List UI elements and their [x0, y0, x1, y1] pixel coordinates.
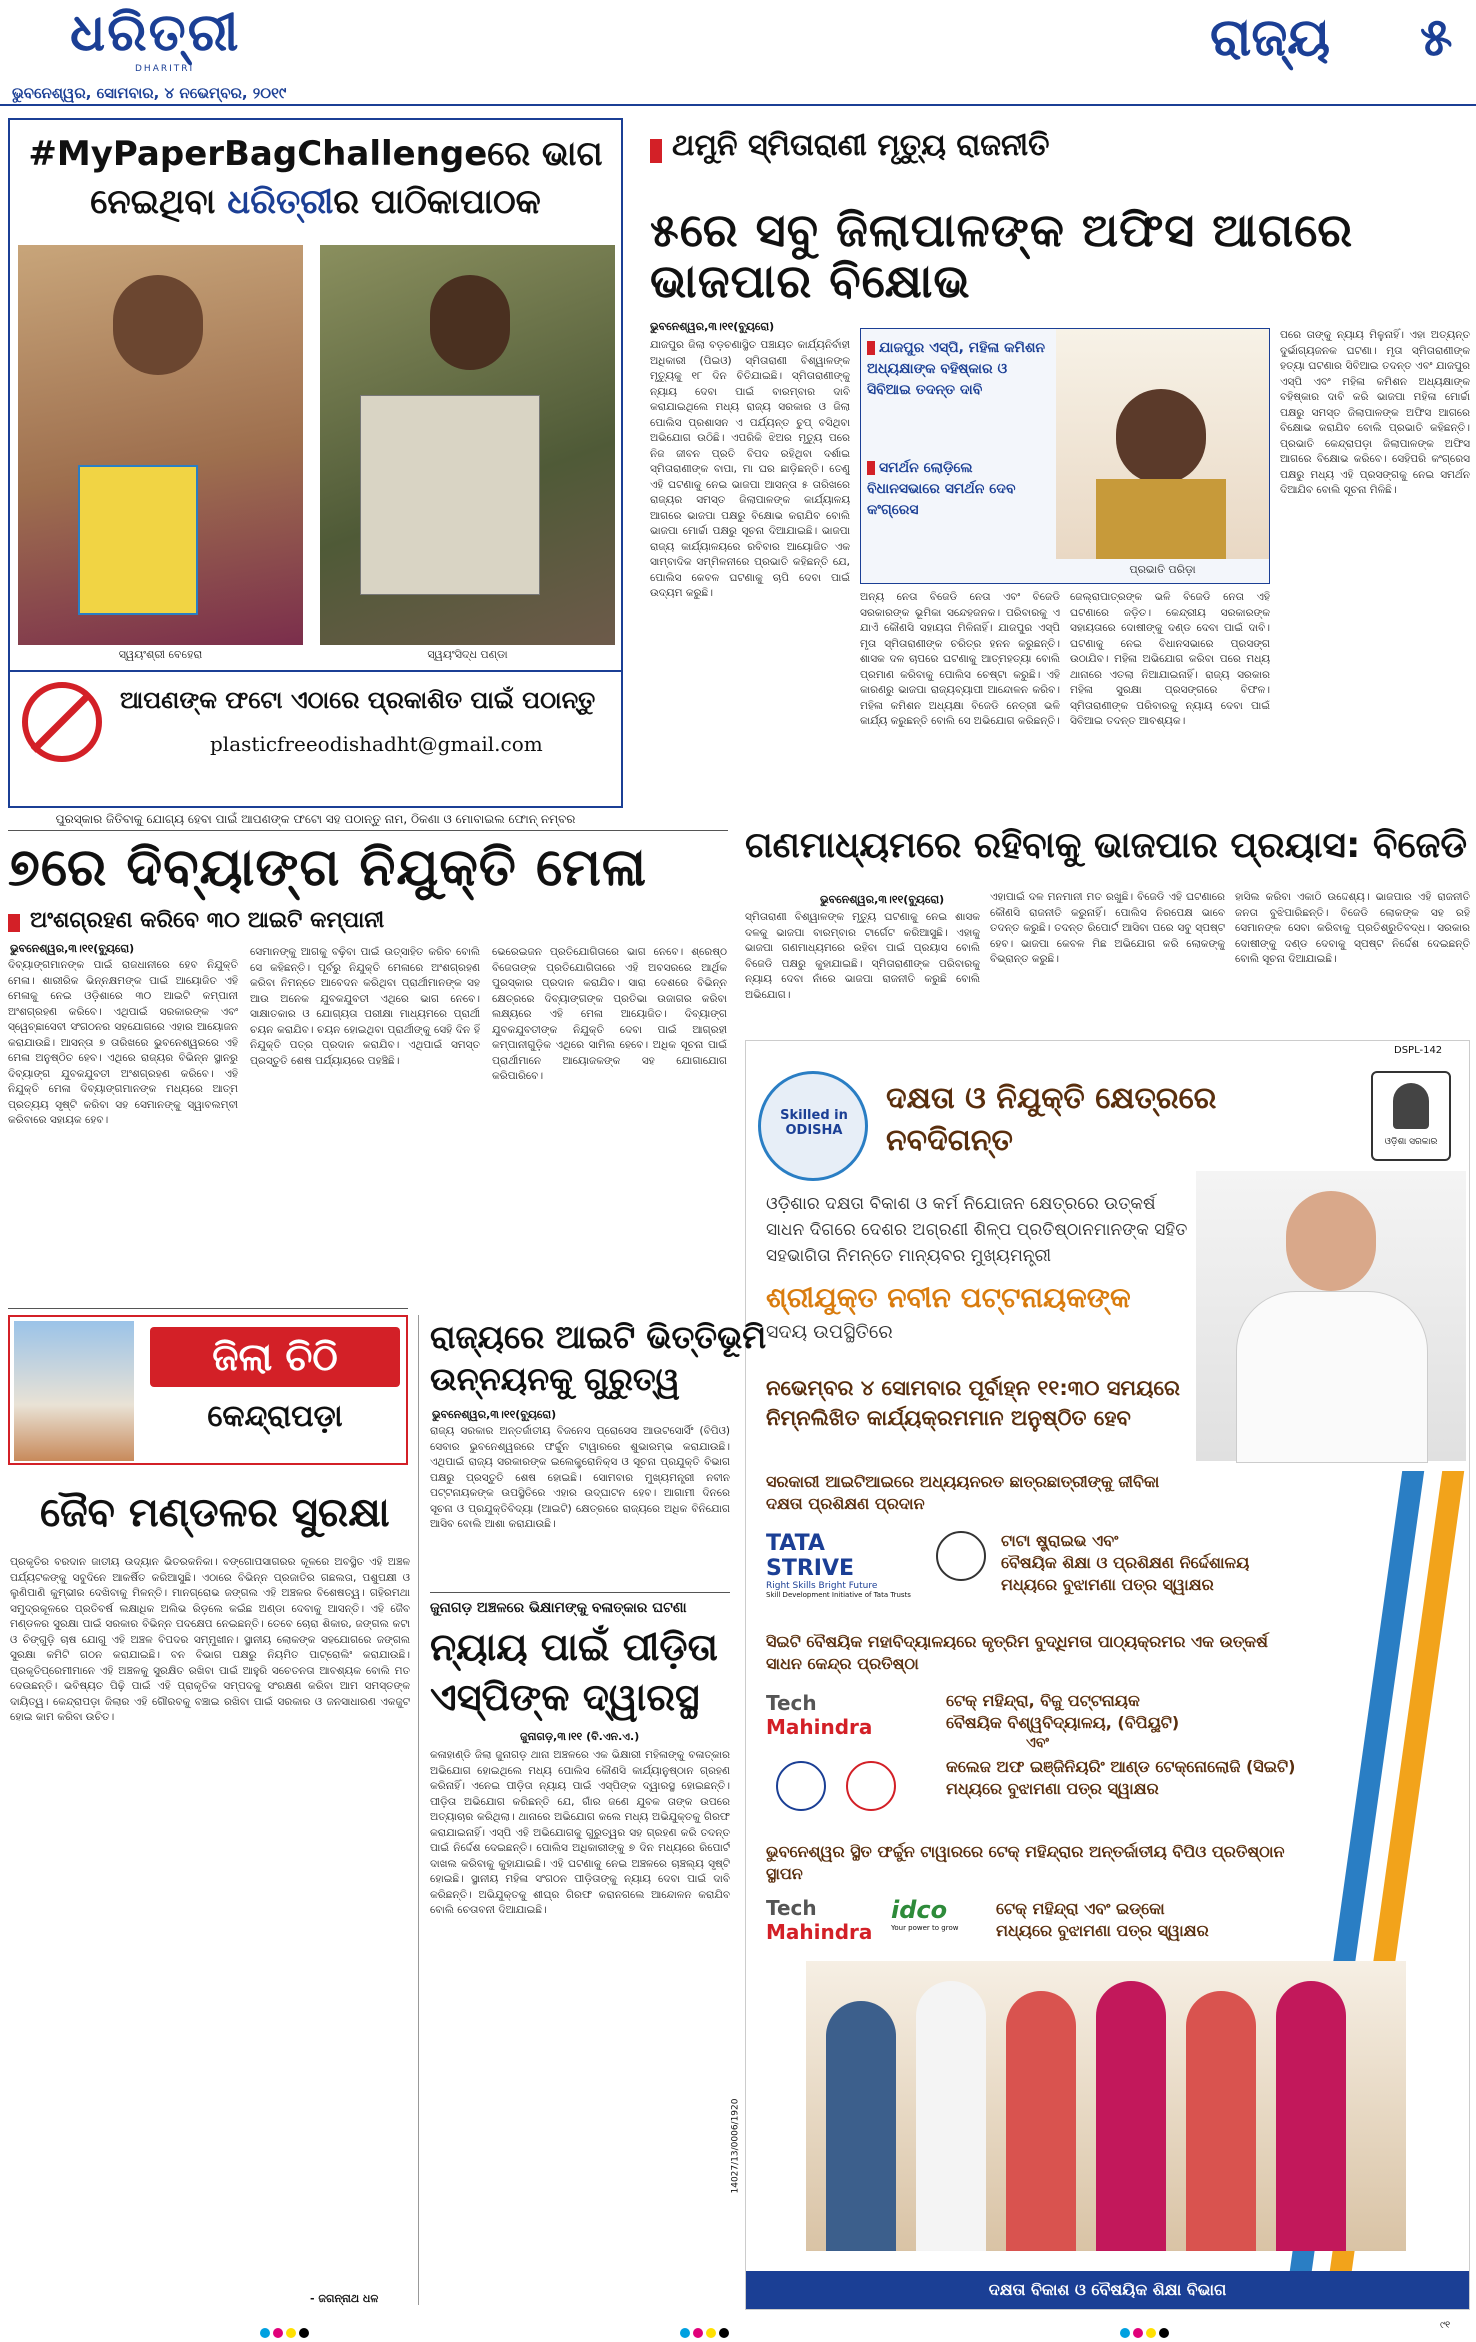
- student-1: [826, 2001, 896, 2251]
- story1-col1: ଯାଜପୁର ଜିଲା ବଡ଼ଚଣାସ୍ଥିତ ପଞ୍ଚାୟତ କାର୍ଯ୍ୟନିର୍ବାହୀ ଅଧିକାରୀ (ପିଇଓ) ସ୍ମିତାରାଣୀ ବିଶ୍ୱାଳଙ୍କ ମୃତ୍ୟୁକୁ ୧୮ ଦିନ ବିତିଯାଇଛି। ସ୍ମିତାରାଣୀଙ୍କୁ ନ୍ୟାୟ ଦେବା ପାଇଁ ବାରମ୍ବାର ଦାବି କରାଯାଇଥିଲେ ମଧ୍ୟ ରାଜ୍ୟ ସରକାର ଓ ଜିଲା ପୋଲିସ ପ୍ରଶାସନ ଏ ପର୍ଯ୍ୟନ୍ତ ଚୁପ୍ ବସିଥିବା ଅଭିଯୋଗ ଉଠିଛି। ଏପରିକି ଝିଅର ମୃତ୍ୟୁ ପରେ ନିଜ ଜୀବନ ପ୍ରତି ବିପଦ ରହିଥିବା ଦର୍ଶାଇ ସ୍ମିତାରାଣୀଙ୍କ ବାପା, ମା ଘର ଛାଡ଼ିଛନ୍ତି। ତେଣୁ ଏହି ଘଟଣାକୁ ନେଇ ଭାଜପା ଆସନ୍ତା ୫ ତାରିଖରେ ରାଜ୍ୟର ସମସ୍ତ ଜିଲାପାଳଙ୍କ କାର୍ଯ୍ୟାଳୟ ଆଗରେ ଭାଜପା ପକ୍ଷରୁ ବିକ୍ଷୋଭ କରାଯିବ ବୋଲି ଭାଜପା ମୋର୍ଚ୍ଚା ପକ୍ଷରୁ ସୂଚନା ଦିଆଯାଇଛି। ଭାଜପା ରାଜ୍ୟ କାର୍ଯ୍ୟାଳୟରେ ରବିବାର ଆୟୋଜିତ ଏକ ସାମ୍ବାଦିକ ସମ୍ମିଳନୀରେ ପ୍ରଭାତି କହିଛନ୍ତି ଯେ, ପୋଲିସ କେବଳ ଘଟଣାକୁ ଚାପି ଦେବା ପାଇଁ ଉଦ୍ୟମ କରୁଛି।: [650, 339, 850, 599]
- tech-mahindra-logo-2: Tech Mahindra: [766, 1896, 873, 1944]
- story2-dateline: ଭୁବନେଶ୍ୱର,୩।୧୧(ବ୍ୟୁରୋ): [10, 942, 135, 955]
- section-name: ରାଜ୍ୟ: [1210, 8, 1331, 68]
- story1-col3: ଜେଲ୍ରାପାତ୍ରଙ୍କ ଭଳି ବିଜେଡି ନେତା ଏହି ଘଟଣାରେ ଜଡ଼ିତ। କେନ୍ଦ୍ରୀୟ ସରକାରଙ୍କ ସହାୟତାରେ ଦୋଷୀଙ୍କୁ ଦଣ୍ଡ ଦେବା ପାଇଁ ଦାବି। ଘଟଣାକୁ ନେଇ ବିଧାନସଭାରେ ପ୍ରସଙ୍ଗ ଉଠାଯିବ। ମହିଳା ଅଭିଯୋଗ କରିବା ପରେ ମଧ୍ୟ ଥାନାରେ ଏତଲା ନିଆଯାଇନାହିଁ। ରାଜ୍ୟ ସରକାର ମହିଳା ସୁରକ୍ଷା ପ୍ରସଙ୍ଗରେ ବିଫଳ। ସ୍ମିତାରାଣୀଙ୍କ ପରିବାରକୁ ନ୍ୟାୟ ଦେବା ପାଇଁ ସିବିଆଇ ତଦନ୍ତ ଆବଶ୍ୟକ।: [1070, 591, 1270, 727]
- story1-photo: [1056, 329, 1269, 559]
- story1-highlight-box: [860, 328, 1270, 584]
- ad-dept-bar: ଦକ୍ଷତା ବିକାଶ ଓ ବୈଷୟିକ ଶିକ୍ଷା ବିଭାଗ: [746, 2271, 1469, 2309]
- story3-col1: ସ୍ମିତାରାଣୀ ବିଶ୍ୱାଳଙ୍କ ମୃତ୍ୟୁ ଘଟଣାକୁ ନେଇ ଶାସକ ଦଳକୁ ଭାଜପା ବାରମ୍ବାର ଟାର୍ଗେଟ କରିଆସୁଛି। ଏହାକୁ ଭାଜପା ଗଣମାଧ୍ୟମରେ ରହିବା ପାଇଁ ପ୍ରୟାସ ବୋଲି ବିଜେଡି ପକ୍ଷରୁ କୁହାଯାଇଛି। ସ୍ମିତାରାଣୀଙ୍କ ପରିବାରକୁ ନ୍ୟାୟ ଦେବା ନାଁରେ ଭାଜପା ରାଜନୀତି କରୁଛି ବୋଲି ଅଭିଯୋଗ।: [745, 911, 980, 1001]
- story4-headline-1: ରାଜ୍ୟରେ ଆଇଟି ଭିତ୍ତିଭୂମି: [430, 1318, 767, 1356]
- story1-dateline: ଭୁବନେଶ୍ୱର,୩।୧୧(ବ୍ୟୁରୋ): [650, 320, 775, 333]
- story2-kicker: ଅଂଶଗ୍ରହଣ କରିବେ ୩୦ ଆଇଟି କମ୍ପାନୀ: [8, 908, 384, 933]
- story2-kicker-marker: [8, 914, 20, 932]
- story3-col3: ହାସିଲ କରିବା ଏକାଠି ଉଦ୍ଦେଶ୍ୟ। ଭାଜପାର ଏହି ରାଜନୀତି ଜନତା ବୁଝିପାରିଛନ୍ତି। ବିଜେଡି ଲୋକଙ୍କ ସହ ରହି ସେମାନଙ୍କ ସେବା କରିବାକୁ ପ୍ରତିଶ୍ରୁତିବଦ୍ଧ। ସରକାର ଦୋଷୀଙ୍କୁ ଦଣ୍ଡ ଦେବାକୁ ସ୍ପଷ୍ଟ ନିର୍ଦ୍ଦେଶ ଦେଇଛନ୍ତି ବୋଲି ସୂଚନା ଦିଆଯାଇଛି।: [1235, 891, 1470, 965]
- jilla-headline: ଜୈବ ମଣ୍ଡଳର ସୁରକ୍ଷା: [40, 1490, 390, 1536]
- story1-col2: ଅନ୍ୟ ନେତା ବିଜେଡି ନେତା ଏବଂ ବିଜେଡି ସରକାରଙ୍କ ଭୂମିକା ସନ୍ଦେହଜନକ। ପରିବାରକୁ ଏ ଯାଏଁ କୌଣସି ସହାୟତା ମିଳିନାହିଁ। ଯାଜପୁର ଏସ୍‌ପି ମୃତା ସ୍ମିତାରାଣୀଙ୍କ ଚରିତ୍ର ହନନ କରୁଛନ୍ତି। ଶାସକ ଦଳ ଚାପରେ ଘଟଣାକୁ ଆତ୍ମହତ୍ୟା ବୋଲି ପ୍ରମାଣ କରିବାକୁ ପୋଲିସ ଚେଷ୍ଟା କରୁଛି। ଏହି କାରଣରୁ ଭାଜପା ରାଜ୍ୟବ୍ୟାପୀ ଆନ୍ଦୋଳନ କରିବ। ମହିଳା କମିଶନ ଅଧ୍ୟକ୍ଷା ବିଜେଡି ନେତ୍ରୀ ଭଳି କାର୍ଯ୍ୟ କରୁଛନ୍ତି ବୋଲି ସେ ଅଭିଯୋଗ କରିଛନ୍ତି।: [860, 591, 1060, 727]
- paperbag-box: [8, 118, 623, 808]
- footer-page-mark: ୯୧: [1440, 2320, 1451, 2331]
- ad-schedule-2: ନିମ୍ନଲିଖିତ କାର୍ଯ୍ୟକ୍ରମମାନ ଅନୁଷ୍ଠିତ ହେବ: [766, 1406, 1131, 1430]
- story1-kicker: ଥମୁନି ସ୍ମିତାରାଣୀ ମୃତ୍ୟୁ ରାଜନୀତି: [650, 128, 1050, 163]
- story5-kicker: ଜୁନାଗଡ଼ ଅଞ୍ଚଳରେ ଭିକ୍ଷାମଙ୍କୁ ବଳାତ୍କାର ଘଟଣା: [430, 1600, 687, 1616]
- ad-item2-desc-3: ଏବଂ: [1026, 1735, 1049, 1751]
- registration-marks-left: [260, 2323, 312, 2342]
- dtet-emblem: [936, 1531, 986, 1581]
- story1-col4: ପରେ ତାଙ୍କୁ ନ୍ୟାୟ ମିଳୁନାହିଁ। ଏହା ଅତ୍ୟନ୍ତ ଦୁର୍ଭାଗ୍ୟଜନକ ଘଟଣା। ମୃତା ସ୍ମିତାରାଣୀଙ୍କ ହତ୍ୟା ଘଟଣାର ସିବିଆଇ ତଦନ୍ତ ଏବଂ ଯାଜପୁର ଏସ୍‌ପି ଏବଂ ମହିଳା କମିଶନ ଅଧ୍ୟକ୍ଷାଙ୍କ ବହିଷ୍କାର ଦାବି କରି ଭାଜପା ମହିଳା ମୋର୍ଚ୍ଚା ପକ୍ଷରୁ ସମସ୍ତ ଜିଲାପାଳଙ୍କ ଅଫିସ ଆଗରେ ବିକ୍ଷୋଭ କରାଯିବ ବୋଲି ପ୍ରଭାତି କହିଛନ୍ତି। ପ୍ରଭାତି କେନ୍ଦ୍ରାପଡ଼ା ଜିଲାପାଳଙ୍କ ଅଫିସ ଆଗରେ ବିକ୍ଷୋଭ କରିବେ। ସେହିପରି କଂଗ୍ରେସ ପକ୍ଷରୁ ମଧ୍ୟ ଏହି ପ୍ରସଙ୍ଗକୁ ନେଇ ସମର୍ଥନ ଦିଆଯିବ ବୋଲି ସୂଚନା ମିଳିଛି।: [1280, 329, 1470, 496]
- paperbag-title-1: #MyPaperBagChallengeରେ ଭାଗ: [28, 134, 603, 174]
- story2-headline: ୭ରେ ଦିବ୍ୟାଙ୍ଗ ନିଯୁକ୍ତି ମେଳା: [8, 838, 648, 898]
- cet-emblem: [846, 1761, 896, 1811]
- story3-col2: ଏହାପାଇଁ ଦଳ ମନମାନୀ ମତ ରଖୁଛି। ବିଜେଡି ଏହି ଘଟଣାରେ କୌଣସି ରାଜନୀତି କରୁନାହିଁ। ପୋଲିସ ନିରପେକ୍ଷ ଭାବେ ତଦନ୍ତ କରୁଛି। ତଦନ୍ତ ରିପୋର୍ଟ ଆସିବା ପରେ ସବୁ ସ୍ପଷ୍ଟ ହେବ। ଭାଜପା କେବଳ ମିଛ ଅଭିଯୋଗ କରି ଲୋକଙ୍କୁ ବିଭ୍ରାନ୍ତ କରୁଛି।: [990, 891, 1225, 965]
- story4-headline-2: ଉନ୍ନୟନକୁ ଗୁରୁତ୍ୱ: [430, 1360, 680, 1398]
- jilla-chithi-box: [8, 1315, 408, 1465]
- ad-item2-desc-2: ବୈଷୟିକ ବିଶ୍ୱବିଦ୍ୟାଳୟ, (ବିପିୟୁଟି): [946, 1713, 1180, 1732]
- divider-story5: [430, 1592, 730, 1593]
- paperbag-caption-2: ସ୍ୱୟଂସିଦ୍ଧ ପଣ୍ଡା: [427, 648, 508, 661]
- story5-headline-2: ଏସ୍‌ପିଙ୍କ ଦ୍ୱାରସ୍ଥ: [430, 1675, 700, 1719]
- paper-bag-2: [360, 395, 540, 595]
- masthead-rule: [0, 104, 1476, 106]
- child-figure: [113, 275, 203, 375]
- jilla-chithi-badge: ଜିଲା ଚିଠି: [150, 1327, 400, 1387]
- ad-code: DSPL-142: [1394, 1045, 1443, 1056]
- highlight-marker-1: [867, 341, 875, 355]
- kicker-marker: [650, 139, 662, 163]
- page-number: ୫: [1420, 8, 1453, 68]
- story2-col3: ଭେରେଇଜନ ପ୍ରତିଯୋଗିତାରେ ଭାଗ ନେବେ। ଶ୍ରେଷ୍ଠ ବିଜେତାଙ୍କ ପ୍ରତିଯୋଗିତାରେ ଏହି ଅବସରରେ ଆର୍ଥିକ ପୁରସ୍କାର ପ୍ରଦାନ କରାଯିବ। ସାରା ଦେଶରେ ବିଭିନ୍ନ କ୍ଷେତ୍ରରେ ଦିବ୍ୟାଙ୍ଗଙ୍କ ପ୍ରତିଭା ଉଜାଗର କରିବା ଲକ୍ଷ୍ୟରେ ଏହି ମେଳା ଆୟୋଜିତ। ଦିବ୍ୟାଙ୍ଗ ଯୁବକଯୁବତୀଙ୍କ ନିଯୁକ୍ତି ଦେବା ପାଇଁ ଆଗ୍ରହୀ କମ୍ପାନୀଗୁଡ଼ିକ ଏଥିରେ ସାମିଲ ହେବେ। ଅଧିକ ସୂଚନା ପାଇଁ ପ୍ରାର୍ଥୀମାନେ ଆୟୋଜକଙ୍କ ସହ ଯୋଗାଯୋଗ କରିପାରିବେ।: [492, 946, 727, 1082]
- story5-dateline: ଜୁନାଗଡ଼,୩।୧୧ (ବି.ଏନ.ଏ.): [520, 1730, 640, 1743]
- ad-title-2: ନବଦିଗନ୍ତ: [886, 1123, 1013, 1158]
- paperbag-title-logo: ଧରିତ୍ରୀ: [227, 182, 334, 222]
- highlight-item-1: ଯାଜପୁର ଏସ୍‌ପି, ମହିଳା କମିଶନ ଅଧ୍ୟକ୍ଷାଙ୍କ ବହିଷ୍କାର ଓ ସିବିଆଇ ତଦନ୍ତ ଦାବି: [867, 340, 1046, 398]
- ad-intro: ଓଡ଼ିଶାର ଦକ୍ଷତା ବିକାଶ ଓ କର୍ମ ନିଯୋଜନ କ୍ଷେତ୍ରରେ ଉତ୍କର୍ଷ ସାଧନ ଦିଗରେ ଦେଶର ଅଗ୍ରଣୀ ଶିଳ୍ପ ପ୍ରତିଷ୍ଠାନମାନଙ୍କ ସହିତ ସହଭାଗିତା ନିମନ୍ତେ ମାନ୍ୟବର ମୁଖ୍ୟମନ୍ତ୍ରୀ: [766, 1194, 1188, 1266]
- ad-item3-desc-1: ଟେକ୍ ମହିନ୍ଦ୍ରା ଏବଂ ଇଡ୍କୋ: [996, 1899, 1165, 1918]
- idco-logo: idco Your power to grow: [891, 1896, 959, 1932]
- paperbag-caption-1: ସ୍ୱୟଂଶ୍ରୀ ବେହେରା: [118, 648, 203, 661]
- child-figure-2: [430, 275, 510, 370]
- students-photo: [806, 1961, 1406, 2251]
- bput-emblem: [776, 1761, 826, 1811]
- paper-bag-1: [78, 465, 198, 615]
- masthead: [0, 0, 1476, 102]
- ad-item3-desc-2: ମଧ୍ୟରେ ବୁଝାମଣା ପତ୍ର ସ୍ୱାକ୍ଷର: [996, 1921, 1209, 1940]
- cm-name: ଶ୍ରୀଯୁକ୍ତ ନବୀନ ପଟ୍ଟନାୟକଙ୍କ: [766, 1281, 1131, 1314]
- ad-item2-desc-4: କଲେଜ ଅଫ ଇଞ୍ଜିନିୟରିଂ ଆଣ୍ଡ ଟେକ୍ନୋଲୋଜି (ସିଇଟି): [946, 1757, 1296, 1776]
- paperbag-footer: ପୁରସ୍କାର ଜିତିବାକୁ ଯୋଗ୍ୟ ହେବା ପାଇଁ ଆପଣଙ୍କ ଫଟୋ ସହ ପଠାନ୍ତୁ ନାମ, ଠିକଣା ଓ ମୋବାଇଲ ଫୋନ୍ ନମ୍ବର: [55, 812, 576, 826]
- jilla-byline: - ଜଗନ୍ନାଥ ଧଳ: [310, 2292, 379, 2305]
- story5-headline-1: ନ୍ୟାୟ ପାଇଁ ପୀଡ଼ିତା: [430, 1625, 718, 1669]
- paperbag-send-text: ଆପଣଙ୍କ ଫଟୋ ଏଠାରେ ପ୍ରକାଶିତ ପାଇଁ ପଠାନ୍ତୁ: [120, 686, 596, 714]
- cm-body: [1236, 1291, 1428, 1463]
- skilled-odisha-ad: [730, 1040, 1470, 2310]
- ad-item1-desc-3: ମଧ୍ୟରେ ବୁଝାମଣା ପତ୍ର ସ୍ୱାକ୍ଷର: [1001, 1575, 1214, 1594]
- story2-col2: ସେମାନଙ୍କୁ ଆଗକୁ ବଢ଼ିବା ପାଇଁ ଉତ୍ସାହିତ କରିବ ବୋଲି ସେ କହିଛନ୍ତି। ପୂର୍ବରୁ ନିଯୁକ୍ତି ମେଳାରେ ଅଂଶଗ୍ରହଣ କରିବା ନିମନ୍ତେ ଆବେଦନ କରିଥିବା ପ୍ରାର୍ଥୀମାନଙ୍କ ସହ ଆଉ ଅନେକ ଯୁବକଯୁବତୀ ଏଥିରେ ଭାଗ ନେବେ। ସାକ୍ଷାତକାର ଓ ଯୋଗ୍ୟତା ପରୀକ୍ଷା ମାଧ୍ୟମରେ ପ୍ରାର୍ଥୀ ଚୟନ କରାଯିବ। ଚୟନ ହୋଇଥିବା ପ୍ରାର୍ଥୀଙ୍କୁ ସେହି ଦିନ ହିଁ ନିଯୁକ୍ତି ପତ୍ର ପ୍ରଦାନ କରାଯିବ। ଏଥିପାଇଁ ସମସ୍ତ ପ୍ରସ୍ତୁତି ଶେଷ ପର୍ଯ୍ୟାୟରେ ପହଞ୍ଚିଛି।: [250, 946, 480, 1067]
- story5-body: କଳାହାଣ୍ଡି ଜିଲା ଜୁନାଗଡ଼ ଥାନା ଅଞ୍ଚଳରେ ଏକ ଭିକ୍ଷାରୀ ମହିଳାଙ୍କୁ ବଳାତ୍କାର ଅଭିଯୋଗ ହୋଇଥିଲେ ମଧ୍ୟ ପୋଲିସ କୌଣସି କାର୍ଯ୍ୟାନୁଷ୍ଠାନ ଗ୍ରହଣ କରିନାହିଁ। ଏନେଇ ପୀଡ଼ିତା ନ୍ୟାୟ ପାଇଁ ଏସ୍‌ପିଙ୍କ ଦ୍ୱାରସ୍ଥ ହୋଇଛନ୍ତି। ପୀଡ଼ିତା ଅଭିଯୋଗ କରିଛନ୍ତି ଯେ, ଗାଁର ଜଣେ ଯୁବକ ତାଙ୍କ ଉପରେ ଅତ୍ୟାଚାର କରିଥିଲା। ଥାନାରେ ଅଭିଯୋଗ କଲେ ମଧ୍ୟ ଅଭିଯୁକ୍ତକୁ ଗିରଫ କରାଯାଇନାହିଁ। ଏସ୍‌ପି ଏହି ଅଭିଯୋଗକୁ ଗୁରୁତ୍ୱର ସହ ଗ୍ରହଣ କରି ତଦନ୍ତ ପାଇଁ ନିର୍ଦ୍ଦେଶ ଦେଇଛନ୍ତି। ପୋଲିସ ଅଧିକାରୀଙ୍କୁ ୭ ଦିନ ମଧ୍ୟରେ ରିପୋର୍ଟ ଦାଖଲ କରିବାକୁ କୁହାଯାଇଛି। ଏହି ଘଟଣାକୁ ନେଇ ଅଞ୍ଚଳରେ ଚାଞ୍ଚଲ୍ୟ ସୃଷ୍ଟି ହୋଇଛି। ସ୍ଥାନୀୟ ମହିଳା ସଂଗଠନ ପୀଡ଼ିତାଙ୍କୁ ନ୍ୟାୟ ଦେବା ପାଇଁ ଦାବି କରିଛନ୍ତି। ଅଭିଯୁକ୍ତକୁ ଶୀଘ୍ର ଗିରଫ କରାନଗଲେ ଆନ୍ଦୋଳନ କରାଯିବ ବୋଲି ଚେତାବନୀ ଦିଆଯାଇଛି।: [430, 1749, 730, 1916]
- registration-marks-center: [680, 2323, 732, 2342]
- registration-marks-right: [1120, 2323, 1172, 2342]
- speaker-body: [1096, 479, 1226, 559]
- skilled-odisha-logo: Skilled in ODISHA: [758, 1071, 868, 1181]
- student-2: [916, 1981, 986, 2251]
- paperbag-photo-2: [320, 245, 615, 645]
- story2-col1: ଦିବ୍ୟାଙ୍ଗମାନଙ୍କ ପାଇଁ ରାଜଧାନୀରେ ହେବ ନିଯୁକ୍ତି ମେଳା। ଶାରୀରିକ ଭିନ୍ନକ୍ଷମଙ୍କ ପାଇଁ ଆୟୋଜିତ ଏହି ମେଳାକୁ ନେଇ ଓଡ଼ିଶାରେ ୩୦ ଆଇଟି କମ୍ପାନୀ ଅଂଶଗ୍ରହଣ କରିବେ। ଏଥିପାଇଁ ସରକାରଙ୍କ ଏବଂ ସ୍ୱେଚ୍ଛାସେବୀ ସଂଗଠନର ସହଯୋଗରେ ଏହାର ଆୟୋଜନ କରାଯାଉଛି। ଆସନ୍ତା ୭ ତାରିଖରେ ଭୁବନେଶ୍ୱରରେ ଏହି ମେଳା ଅନୁଷ୍ଠିତ ହେବ। ଏଥିରେ ରାଜ୍ୟର ବିଭିନ୍ନ ସ୍ଥାନରୁ ଦିବ୍ୟାଙ୍ଗ ଯୁବକଯୁବତୀ ଅଂଶଗ୍ରହଣ କରିବେ। ଏହି ନିଯୁକ୍ତି ମେଳା ଦିବ୍ୟାଙ୍ଗମାନଙ୍କ ମଧ୍ୟରେ ଆତ୍ମ ପ୍ରତ୍ୟୟ ସୃଷ୍ଟି କରିବା ସହ ସେମାନଙ୍କୁ ସ୍ୱାବଲମ୍ବୀ କରିବାରେ ସହାୟକ ହେବ।: [8, 959, 238, 1126]
- masthead-logo: ଧରିତ୍ରୀ: [70, 2, 241, 63]
- student-3: [1006, 1991, 1076, 2251]
- paperbag-title-2: ନେଇଥିବା ଧରିତ୍ରୀର ପାଠିକାପାଠକ: [90, 182, 541, 222]
- cm-photo: [1196, 1171, 1466, 1461]
- student-4: [1096, 1981, 1166, 2251]
- odisha-emblem: ଓଡ଼ିଶା ସରକାର: [1371, 1071, 1451, 1161]
- masthead-dateline: ଭୁବନେଶ୍ୱର, ସୋମବାର, ୪ ନଭେମ୍ବର, ୨୦୧୯: [12, 84, 287, 102]
- speaker-figure: [1116, 389, 1206, 484]
- divider-jilla: [8, 1308, 408, 1309]
- ad-item3-title: ଭୁବନେଶ୍ୱର ସ୍ଥିତ ଫର୍ଚ୍ଚୁନ ଟାୱାରରେ ଟେକ୍ ମହିନ୍ଦ୍ରାର ଅନ୍ତର୍ଜାତୀୟ ବିପିଓ ପ୍ରତିଷ୍ଠାନ ସ୍ଥାପନ: [766, 1842, 1285, 1883]
- highlight-item-2: ସମର୍ଥନ ଲୋଡ଼ିଲେ ବିଧାନସଭାରେ ସମର୍ଥନ ଦେବ କଂଗ୍ରେସ: [867, 460, 1016, 518]
- tech-mahindra-logo-1: Tech Mahindra: [766, 1691, 873, 1739]
- tata-strive-logo: TATA STRIVE Right Skills Bright Future Skill Development Initiative of Tata Trusts: [766, 1531, 911, 1599]
- jagannath-temple-photo: [14, 1321, 134, 1461]
- story1-photo-caption: ପ୍ରଭାତି ପରିଡ଼ା: [1129, 563, 1196, 576]
- paperbag-bottom-panel: [10, 670, 621, 780]
- student-6: [1276, 1981, 1346, 2251]
- ad-item1-desc-2: ବୈଷୟିକ ଶିକ୍ଷା ଓ ପ୍ରଶିକ୍ଷଣ ନିର୍ଦ୍ଦେଶାଳୟ: [1001, 1553, 1250, 1572]
- ad-item2-title: ସିଇଟି ବୈଷୟିକ ମହାବିଦ୍ୟାଳୟରେ କୃତ୍ରିମ ବୁଦ୍ଧିମତା ପାଠ୍ୟକ୍ରମର ଏକ ଉତ୍କର୍ଷ ସାଧନ କେନ୍ଦ୍ର ପ୍ରତିଷ୍ଠା: [766, 1632, 1268, 1673]
- ad-item1-title: ସରକାରୀ ଆଇଟିଆଇରେ ଅଧ୍ୟୟନରତ ଛାତ୍ରଛାତ୍ରୀଙ୍କୁ ଜୀବିକା ଦକ୍ଷତା ପ୍ରଶିକ୍ଷଣ ପ୍ରଦାନ: [766, 1472, 1160, 1513]
- highlight-marker-2: [867, 461, 875, 475]
- story4-body: ରାଜ୍ୟ ସରକାର ଅନ୍ତର୍ଜାତୀୟ ବିଜନେସ ପ୍ରୋସେସ ଆଉଟସୋର୍ସିଂ (ବିପିଓ) ସେବାର ଭୁବନେଶ୍ୱରରେ ଫର୍ଚ୍ଚୁନ ଟାୱାରରେ ଶୁଭାରମ୍ଭ କରାଯାଉଛି। ଏଥିପାଇଁ ରାଜ୍ୟ ସରକାରଙ୍କ ଇଲେକ୍ଟ୍ରୋନିକ୍ସ ଓ ସୂଚନା ପ୍ରଯୁକ୍ତି ବିଭାଗ ପକ୍ଷରୁ ପ୍ରସ୍ତୁତି ଶେଷ ହୋଇଛି। ସୋମବାର ମୁଖ୍ୟମନ୍ତ୍ରୀ ନବୀନ ପଟ୍ଟନାୟକଙ୍କ ଉପସ୍ଥିତିରେ ଏହାର ଉଦ୍‌ଘାଟନ ହେବ। ଆଗାମୀ ଦିନରେ ସୂଚନା ଓ ପ୍ରଯୁକ୍ତିବିଦ୍ୟା (ଆଇଟି) କ୍ଷେତ୍ରରେ ରାଜ୍ୟରେ ଅଧିକ ବିନିଯୋଗ ଆସିବ ବୋଲି ଆଶା କରାଯାଉଛି।: [430, 1425, 730, 1530]
- student-5: [1186, 1991, 1256, 2251]
- ad-item2-desc-5: ମଧ୍ୟରେ ବୁଝାମଣା ପତ୍ର ସ୍ୱାକ୍ଷର: [946, 1779, 1159, 1798]
- divider-story2: [8, 830, 728, 831]
- ad-side-code: 14027/13/0006/1920: [730, 2098, 741, 2194]
- ad-title-1: ଦକ୍ଷତା ଓ ନିଯୁକ୍ତି କ୍ଷେତ୍ରରେ: [886, 1081, 1217, 1116]
- story4-dateline: ଭୁବନେଶ୍ୱର,୩।୧୧(ବ୍ୟୁରୋ): [432, 1408, 557, 1421]
- ad-item1-desc-1: ଟାଟା ଷ୍ଟ୍ରାଇଭ ଏବଂ: [1001, 1531, 1119, 1550]
- jilla-body: ପ୍ରକୃତିର ବରଦାନ ଜାତୀୟ ଉଦ୍ୟାନ ଭିତରକନିକା। ବଙ୍ଗୋପସାଗରର କୂଳରେ ଅବସ୍ଥିତ ଏହି ଅଞ୍ଚଳ ପର୍ଯ୍ୟଟକଙ୍କୁ ସବୁଦିନେ ଆକର୍ଷିତ କରିଆସୁଛି। ଏଠାରେ ବିଭିନ୍ନ ପ୍ରଜାତିର ଗଛଲତା, ପଶୁପକ୍ଷୀ ଓ ଲୁଣିପାଣି କୁମ୍ଭୀର ଦେଖିବାକୁ ମିଳନ୍ତି। ମାନଗ୍ରୋଭ ଜଙ୍ଗଲ ଏହି ଅଞ୍ଚଳର ବିଶେଷତ୍ୱ। ଗହିରମଥା ସମୁଦ୍ରକୂଳରେ ପ୍ରତିବର୍ଷ ଲକ୍ଷାଧିକ ଅଲିଭ ରିଡ଼ଲେ କଇଁଛ ଅଣ୍ଡା ଦେବାକୁ ଆସନ୍ତି। ଏହି ଜୈବ ମଣ୍ଡଳର ସୁରକ୍ଷା ପାଇଁ ସରକାର ବିଭିନ୍ନ ପଦକ୍ଷେପ ନେଇଛନ୍ତି। ତେବେ ଚୋରା ଶିକାର, ଜଙ୍ଗଲ କଟା ଓ ଚିଙ୍ଗୁଡ଼ି ଚାଷ ଯୋଗୁ ଏହି ଅଞ୍ଚଳ ବିପଦର ସମ୍ମୁଖୀନ। ସ୍ଥାନୀୟ ଲୋକଙ୍କ ସହଯୋଗରେ ଜଙ୍ଗଲ ସୁରକ୍ଷା କମିଟି ଗଠନ କରାଯାଇଛି। ବନ ବିଭାଗ ପକ୍ଷରୁ ନିୟମିତ ପାଟ୍ରୋଲିଂ କରାଯାଉଛି। ପ୍ରକୃତିପ୍ରେମୀମାନେ ଏହି ଅଞ୍ଚଳକୁ ସୁରକ୍ଷିତ ରଖିବା ପାଇଁ ଆହୁରି ସଚେତନତା ଆବଶ୍ୟକ ବୋଲି ମତ ଦେଉଛନ୍ତି। ଭବିଷ୍ୟତ ପିଢ଼ି ପାଇଁ ଏହି ପ୍ରାକୃତିକ ସମ୍ପଦକୁ ସଂରକ୍ଷଣ କରିବା ଆମ ସମସ୍ତଙ୍କ ଦାୟିତ୍ୱ। କେନ୍ଦ୍ରାପଡ଼ା ଜିଲାର ଏହି ଗୌରବକୁ ବଞ୍ଚାଇ ରଖିବା ପାଇଁ ସରକାର ଓ ଜନସାଧାରଣ ଏକଜୁଟ ହୋଇ କାମ କରିବା ଉଚିତ।: [10, 1556, 410, 1723]
- column-separator: [418, 1315, 419, 2305]
- jilla-district: କେନ୍ଦ୍ରାପଡ଼ା: [207, 1399, 343, 1434]
- story3-headline: ଗଣମାଧ୍ୟମରେ ରହିବାକୁ ଭାଜପାର ପ୍ରୟାସ: ବିଜେଡି: [745, 825, 1468, 866]
- emblem-icon: [1393, 1083, 1429, 1129]
- ad-item2-desc-1: ଟେକ୍ ମହିନ୍ଦ୍ରା, ବିଜୁ ପଟ୍ଟନାୟକ: [946, 1691, 1140, 1710]
- story3-dateline: ଭୁବନେଶ୍ୱର,୩।୧୧(ବ୍ୟୁରୋ): [820, 893, 945, 906]
- paperbag-photo-1: [18, 245, 303, 645]
- masthead-logo-sub: DHARITRI: [135, 64, 195, 74]
- story1-headline: ୫ରେ ସବୁ ଜିଲାପାଳଙ୍କ ଅଫିସ ଆଗରେ ଭାଜପାର ବିକ୍ଷୋଭ: [650, 203, 1354, 308]
- cm-presence: ସଦୟ ଉପସ୍ଥିତିରେ: [766, 1321, 893, 1343]
- ad-schedule-1: ନଭେମ୍ବର ୪ ସୋମବାର ପୂର୍ବାହ୍ନ ୧୧:୩୦ ସମୟରେ: [766, 1376, 1180, 1400]
- cm-head: [1286, 1191, 1376, 1291]
- paperbag-email[interactable]: plasticfreeodishadht@gmail.com: [210, 732, 543, 756]
- no-plastic-icon: [22, 682, 102, 762]
